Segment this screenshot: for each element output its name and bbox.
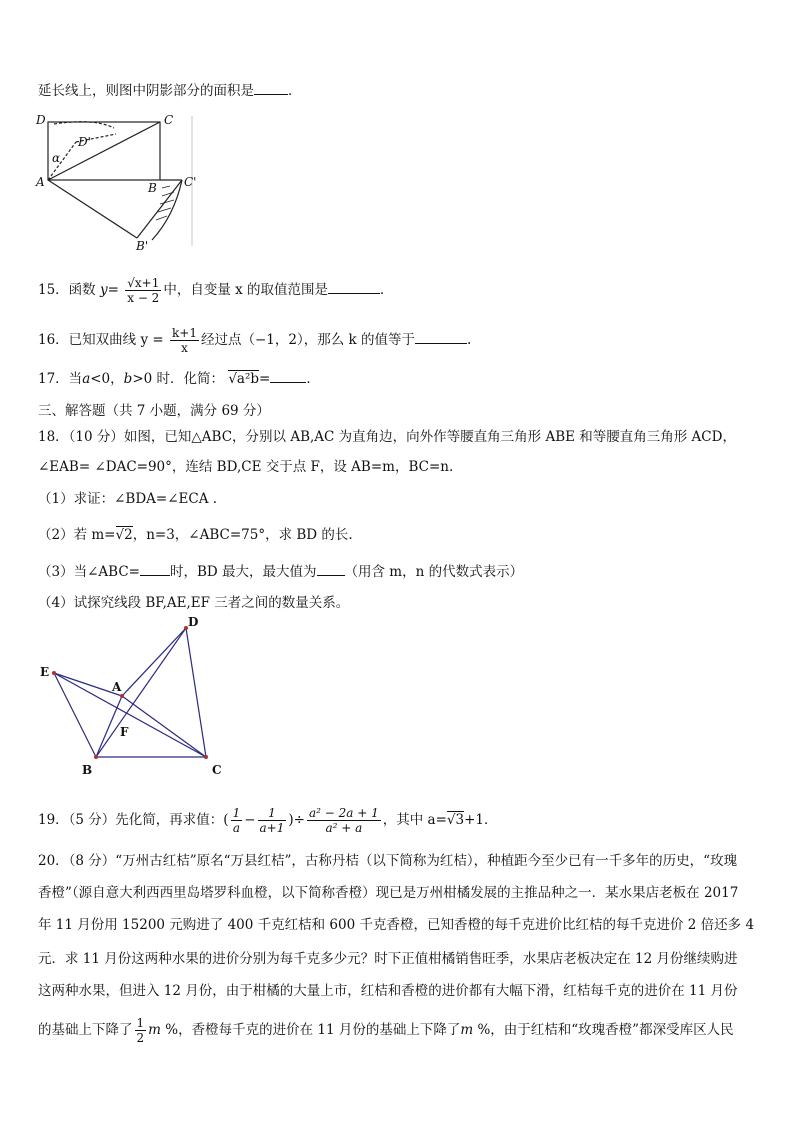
q19-suffix: ，其中 a= xyxy=(382,812,447,828)
q19-frac1-num: 1 xyxy=(232,806,241,820)
q18-p2-root: √2 xyxy=(115,527,133,543)
q20-line6 xyxy=(38,1016,734,1045)
fig18-point-E xyxy=(52,671,56,675)
q17-eq: = xyxy=(259,371,271,387)
q20-line5: 这两种水果，但进入 12 月份，由于柑橘的大量上市，红桔和香橙的进价都有大幅下滑，红桔每千克的进价在 11 月份 xyxy=(38,983,738,999)
fig14-label-B: B xyxy=(148,181,157,195)
q17-cond1: <0， xyxy=(90,371,124,387)
fig18-point-C xyxy=(204,755,208,759)
q18-part1: （1）求证：∠BDA=∠ECA . xyxy=(38,491,218,507)
q19-root: √3 xyxy=(446,812,465,828)
q15-denominator: x − 2 xyxy=(127,291,160,305)
q14-text: 延长线上，则图中阴影部分的面积是 xyxy=(38,83,254,99)
q15-prefix: 15．函数 xyxy=(38,282,96,298)
fig14-label-C: C xyxy=(164,113,174,127)
fig14-hatching xyxy=(156,186,174,220)
q17-prefix: 17．当 xyxy=(38,371,83,387)
fig14-label-A: A xyxy=(36,175,45,189)
q20-line6-suffix: %，由于红桔和“玫瑰香橙”都深受库区人民 xyxy=(477,1022,734,1038)
q19-frac2-num: 1 xyxy=(258,806,287,821)
fig14-AB-prime xyxy=(48,180,137,238)
q20-line4: 元．求 11 月份这两种水果的进价分别为每千克多少元？时下正值柑橘销售旺季，水果店老板决定在 12 月份继续购进 xyxy=(38,951,738,967)
q18-p3-prefix: （3）当∠ABC= xyxy=(38,564,140,580)
q14-end: ． xyxy=(288,83,302,99)
q16-blank xyxy=(415,343,467,344)
fig18-label-B: B xyxy=(82,763,93,777)
fig14-label-Dp: D' xyxy=(78,135,91,149)
q18-p3-blank2 xyxy=(317,575,345,576)
fig18-label-E: E xyxy=(40,665,50,679)
q18-part2 xyxy=(38,526,353,544)
q19-frac1-den: a xyxy=(232,821,240,835)
q18-line2: ∠EAB= ∠DAC=90°，连结 BD,CE 交于点 F，设 AB=m，BC=n. xyxy=(38,459,454,475)
fig18-BA xyxy=(96,696,122,757)
q19-div: )÷ xyxy=(288,812,305,828)
q20-line1: 20．（8 分）“万州古红桔”原名“万县红桔”，古称丹桔（以下简称为红桔），种植距今至少已有一千多年的历史，“玫瑰 xyxy=(38,853,738,869)
fig14-label-Bp: B' xyxy=(136,239,149,252)
fig18-point-B xyxy=(94,755,98,759)
q15-fraction xyxy=(125,276,161,305)
fig14-label-Cp: C' xyxy=(184,175,197,189)
fig14-label-alpha: α xyxy=(52,151,61,165)
q20-half-fraction xyxy=(135,1016,147,1045)
q19-frac1 xyxy=(231,806,243,835)
q19-frac3 xyxy=(307,806,381,835)
q18-p2-prefix: （2）若 m= xyxy=(38,527,116,543)
fig18-DC xyxy=(186,628,206,757)
q14-line xyxy=(38,82,302,100)
fig18-AD xyxy=(122,628,186,696)
q15-line xyxy=(38,276,394,305)
q15-eq: = xyxy=(107,282,119,298)
q19-minus: − xyxy=(244,812,256,828)
fig14-diagram xyxy=(34,112,204,252)
fig18-label-D: D xyxy=(188,615,199,629)
q20-line2: 香橙”（源自意大利西西里岛塔罗科血橙，以下简称香橙）现已是万州柑橘发展的主推品种之一．某水果店老板在 2017 xyxy=(38,885,739,901)
q15-blank xyxy=(328,293,380,294)
q16-numerator: k+1 xyxy=(172,326,197,340)
q17-root: √a²b xyxy=(228,371,260,387)
q19-frac3-num: a² − 2a + 1 xyxy=(308,806,379,820)
q18-part4: （4）试探究线段 BF,AE,EF 三者之间的数量关系。 xyxy=(38,595,350,611)
q15-numerator: √x+1 xyxy=(127,276,160,290)
q16-end: . xyxy=(466,332,472,348)
q15-end: ． xyxy=(380,282,394,298)
q18-p3-blank1 xyxy=(140,575,170,576)
q19-line xyxy=(38,806,498,835)
q18-p3-mid: 时，BD 最大，最大值为 xyxy=(169,564,317,580)
q18-line1: 18．（10 分）如图，已知△ABC，分别以 AB,AC 为直角边，向外作等腰直角三角形 ABE 和等腰直角三角形 ACD， xyxy=(38,429,736,445)
q20-line6-prefix: 的基础上下降了 xyxy=(38,1022,133,1038)
fig14-arc-D xyxy=(54,122,114,128)
q18-p3-suffix: （用含 m，n 的代数式表示） xyxy=(344,564,524,580)
q17-cond2: >0 时．化简： xyxy=(132,371,225,387)
fig18-point-A xyxy=(120,694,124,698)
q17-line xyxy=(38,370,320,388)
fig18-label-F: F xyxy=(120,725,129,739)
fig18-label-C: C xyxy=(212,763,222,777)
q16-denominator: x xyxy=(181,341,188,355)
q16-suffix: 经过点（−1，2），那么 k 的值等于 xyxy=(200,332,415,348)
q20-line6-mid: %，香橙每千克的进价在 11 月份的基础上下降了 xyxy=(165,1022,461,1038)
q17-a: a xyxy=(82,371,91,387)
q18-p2-suffix: ，n=3，∠ABC=75°，求 BD 的长. xyxy=(132,527,353,543)
fig18-EC xyxy=(54,673,206,757)
q17-end: ． xyxy=(306,371,320,387)
fig18-label-A: A xyxy=(112,680,122,694)
fig14-Bp-Cp xyxy=(137,180,182,238)
q17-blank xyxy=(270,382,306,383)
q19-frac3-den: a² + a xyxy=(325,821,363,835)
fig18-AC xyxy=(122,696,206,757)
q17-b: b xyxy=(123,371,133,387)
section3-heading: 三、解答题（共 7 小题，满分 69 分） xyxy=(38,403,270,419)
q19-frac2 xyxy=(258,806,287,835)
q19-frac2-den: a+1 xyxy=(259,821,285,835)
fig14-label-D: D xyxy=(36,113,46,127)
q19-tail: +1． xyxy=(464,812,498,828)
q20-half-num: 1 xyxy=(136,1016,145,1030)
q16-line xyxy=(38,326,471,355)
q14-blank xyxy=(254,94,288,95)
q20-line3: 年 11 月份用 15200 元购进了 400 千克红桔和 600 千克香橙，已知香橙的每千克进价比红桔的每千克进价 2 倍还多 4 xyxy=(38,917,755,933)
q20-m1: m xyxy=(148,1022,161,1038)
q20-m2: m xyxy=(460,1022,474,1038)
fig18-BD xyxy=(96,628,186,757)
q18-part3 xyxy=(38,563,523,581)
q16-prefix: 16．已知双曲线 y = xyxy=(38,332,164,348)
q16-fraction xyxy=(170,326,199,355)
q19-prefix: 19．（5 分）先化简，再求值：( xyxy=(38,812,229,828)
q15-y: y xyxy=(99,282,108,298)
q20-half-den: 2 xyxy=(136,1031,145,1045)
q15-suffix: 中，自变量 x 的取值范围是 xyxy=(163,282,329,298)
fig14-diagonal xyxy=(48,122,160,180)
fig18-diagram xyxy=(34,612,234,782)
